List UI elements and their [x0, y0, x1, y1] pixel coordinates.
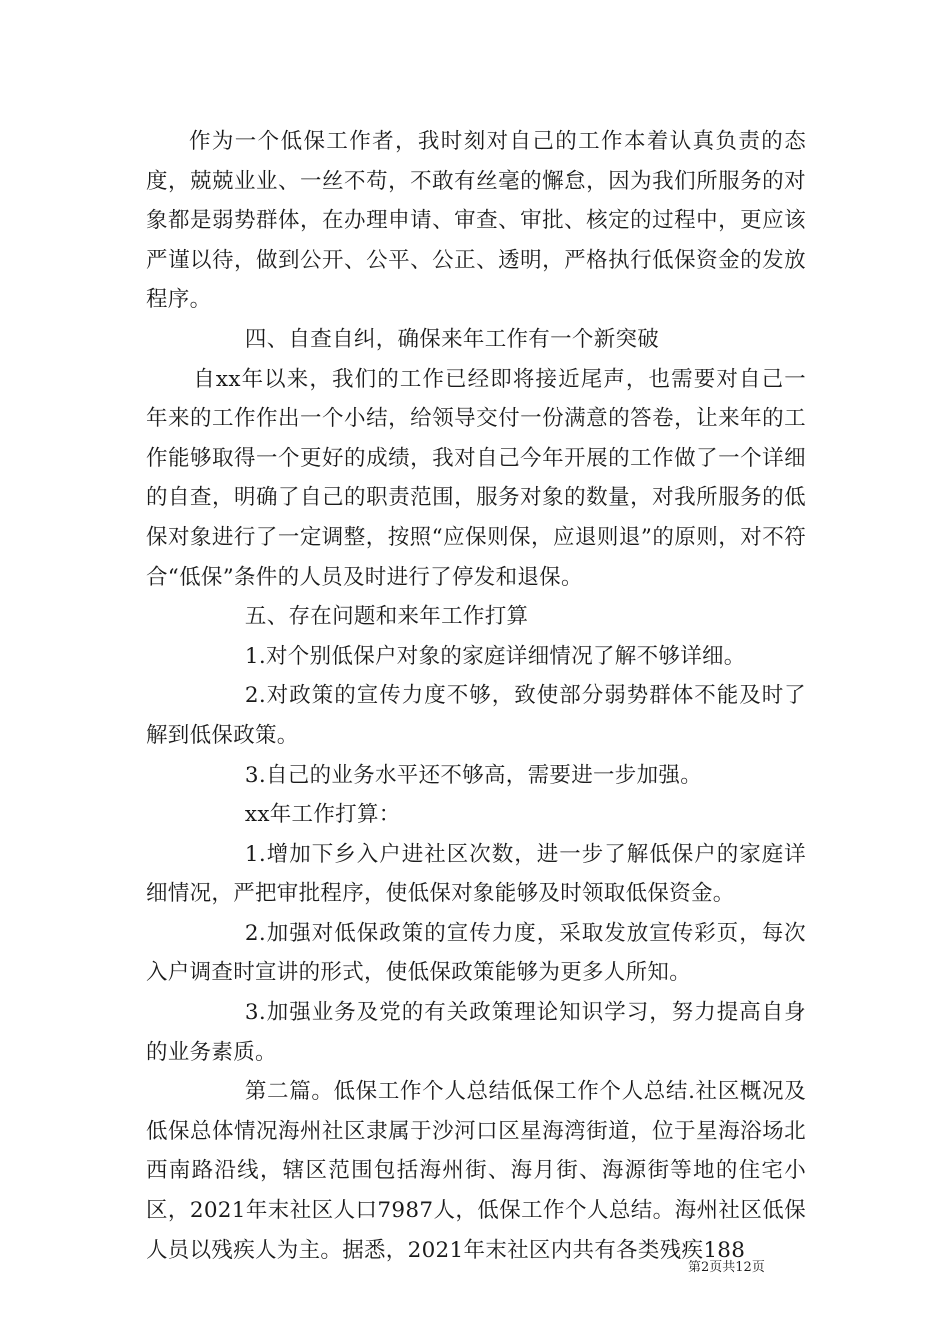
document-body: [146, 122, 806, 1270]
paragraph-second-article: 第二篇。低保工作个人总结低保工作个人总结.社区概况及低保总体情况海州社区隶属于沙河口区星海湾街道，位于星海浴场北西南路沿线，辖区范围包括海州街、海月街、海源街等地的住宅小区，2021年末社区人口7987人，低保工作个人总结。海州社区低保人员以残疾人为主。据悉，2021年末社区内共有各类残疾188: [146, 1079, 806, 1263]
plan-item-2: 2.加强对低保政策的宣传力度，采取发放宣传彩页，每次入户调查时宣讲的形式，使低保政策能够为更多人所知。: [146, 920, 806, 986]
plan-item-3: 3.加强业务及党的有关政策理论知识学习，努力提高自身的业务素质。: [146, 1000, 806, 1065]
section-heading-self-check: 四、自查自纠，确保来年工作有一个新突破: [244, 326, 660, 352]
paragraph-responsibility: 作为一个低保工作者，我时刻对自己的工作本着认真负责的态度，兢兢业业、一丝不苟，不敢有丝毫的懈怠，因为我们所服务的对象都是弱势群体，在办理申请、审查、审批、核定的过程中，更应该严谨以待，做到公开、公平、公正、透明，严格执行低保资金的发放程序。: [146, 129, 806, 313]
plan-heading: xx年工作打算：: [244, 802, 401, 828]
problem-item-2: 2.对政策的宣传力度不够，致使部分弱势群体不能及时了解到低保政策。: [146, 683, 806, 748]
plan-item-1: 1.增加下乡入户进社区次数，进一步了解低保户的家庭详细情况，严把审批程序，使低保对象能够及时领取低保资金。: [146, 841, 806, 907]
problem-item-3: 3.自己的业务水平还不够高，需要进一步加强。: [244, 762, 703, 788]
paragraph-self-check: 自xx年以来，我们的工作已经即将接近尾声，也需要对自己一年来的工作作出一个小结，给领导交付一份满意的答卷，让来年的工作能够取得一个更好的成绩，我对自己今年开展的工作做了一个详细的自查，明确了自己的职责范围，服务对象的数量，对我所服务的低保对象进行了一定调整，按照“应保则保，应退则退”的原则，对不符合“低保”条件的人员及时进行了停发和退保。: [146, 366, 806, 590]
page-number-label: 第2页共12页: [688, 1260, 765, 1275]
problem-item-1: 1.对个别低保户对象的家庭详细情况了解不够详细。: [244, 643, 746, 669]
section-heading-problems-plans: 五、存在问题和来年工作打算: [244, 604, 529, 630]
